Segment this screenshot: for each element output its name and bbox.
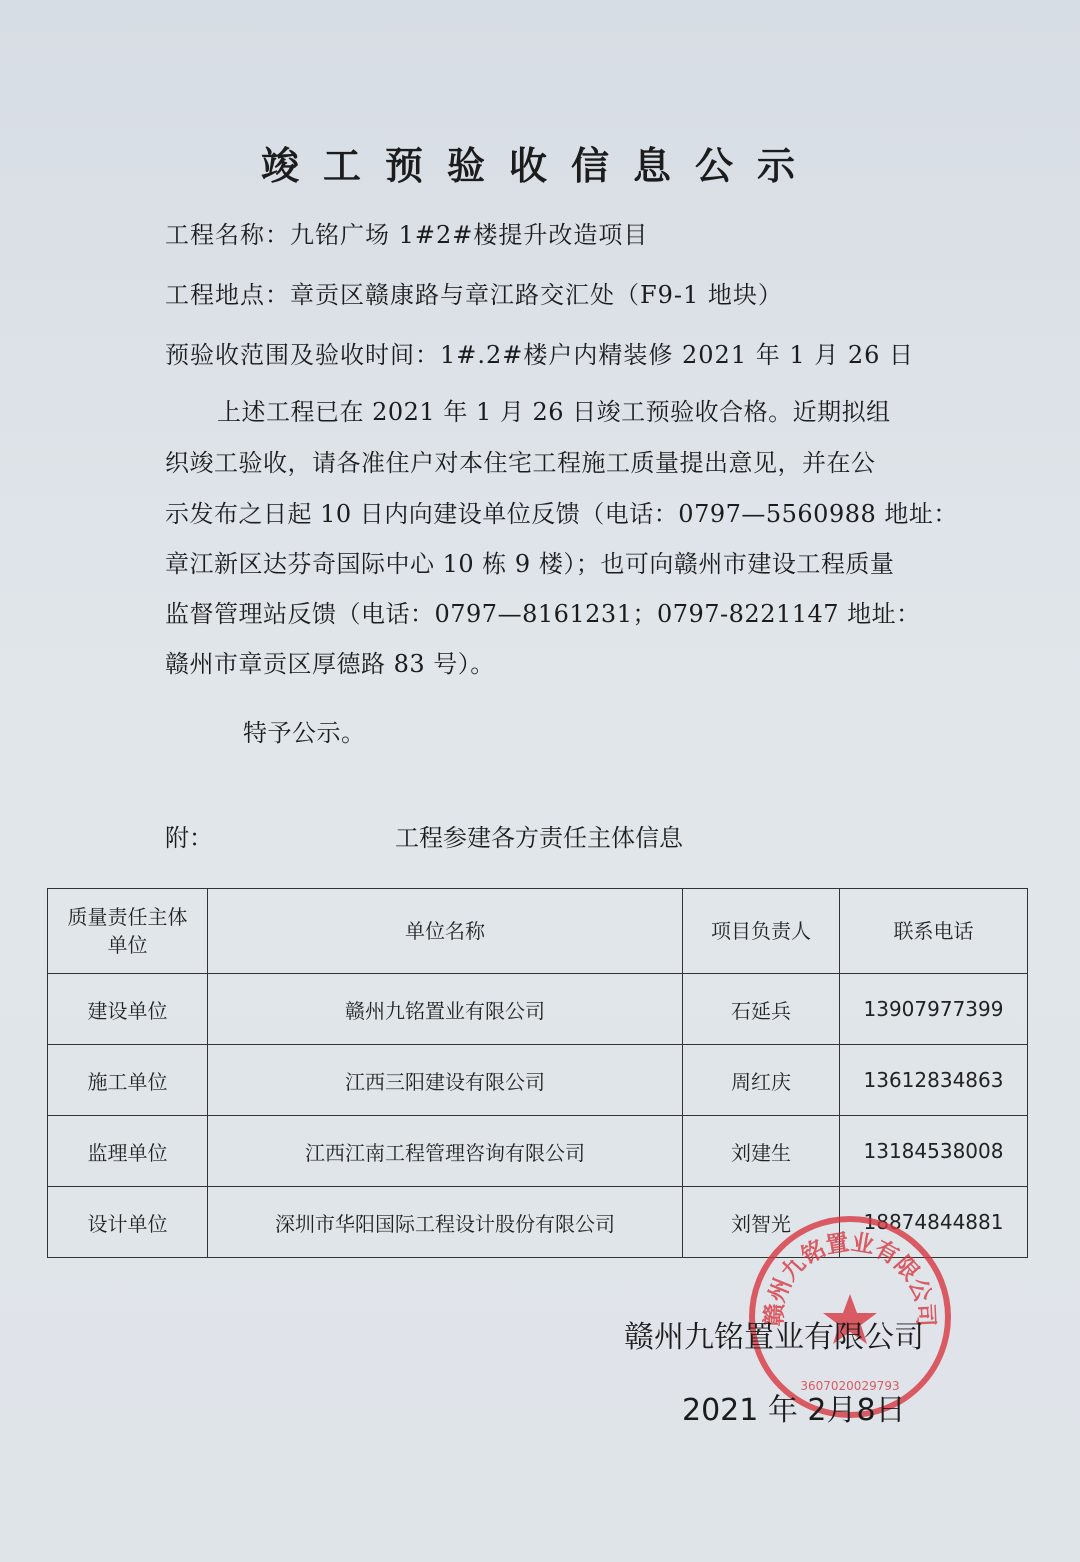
table-row: [48, 1116, 1028, 1187]
body-line-3: 示发布之日起 10 日内向建设单位反馈（电话：0797—5560988 地址：: [165, 500, 958, 528]
cell-unit-type: 设计单位: [48, 1187, 208, 1258]
cell-leader: 周红庆: [683, 1045, 840, 1116]
body-line-1: 上述工程已在 2021 年 1 月 26 日竣工预验收合格。近期拟组: [217, 398, 891, 426]
cell-unit-type: 施工单位: [48, 1045, 208, 1116]
document-title: 竣工预验收信息公示: [260, 143, 819, 188]
body-line-4: 章江新区达芬奇国际中心 10 栋 9 楼）；也可向赣州市建设工程质量: [165, 550, 895, 578]
body-line-6: 赣州市章贡区厚德路 83 号）。: [165, 650, 495, 678]
responsibility-table: [47, 888, 1028, 1258]
signature-date: 2021 年 2月8日: [682, 1393, 906, 1428]
acceptance-scope-time: 预验收范围及验收时间：1#.2#楼户内精装修 2021 年 1 月 26 日: [165, 341, 915, 369]
cell-leader: 刘智光: [683, 1187, 840, 1258]
project-name: 工程名称：九铭广场 1#2#楼提升改造项目: [165, 221, 649, 249]
cell-unit-name: 深圳市华阳国际工程设计股份有限公司: [208, 1187, 683, 1258]
attachment-label: 附：: [165, 824, 213, 852]
header-project-leader: 项目负责人: [683, 889, 840, 974]
cell-leader: 刘建生: [683, 1116, 840, 1187]
header-unit-name: 单位名称: [208, 889, 683, 974]
cell-unit-type: 建设单位: [48, 974, 208, 1045]
cell-phone: 13184538008: [840, 1116, 1028, 1187]
body-line-5: 监督管理站反馈（电话：0797—8161231；0797-8221147 地址：: [165, 600, 921, 628]
cell-phone: 13612834863: [840, 1045, 1028, 1116]
cell-unit-name: 江西三阳建设有限公司: [208, 1045, 683, 1116]
table-row: [48, 1045, 1028, 1116]
cell-phone: 13907977399: [840, 974, 1028, 1045]
header-phone: 联系电话: [840, 889, 1028, 974]
signature-company: 赣州九铭置业有限公司: [624, 1320, 924, 1355]
attachment-title: 工程参建各方责任主体信息: [395, 824, 683, 852]
header-responsible-unit: 质量责任主体 单位: [48, 889, 208, 974]
notice-closing: 特予公示。: [243, 719, 366, 747]
cell-leader: 石延兵: [683, 974, 840, 1045]
seal-code: 3607020029793: [800, 1379, 900, 1393]
cell-unit-name: 赣州九铭置业有限公司: [208, 974, 683, 1045]
cell-phone: 18874844881: [840, 1187, 1028, 1258]
cell-unit-type: 监理单位: [48, 1116, 208, 1187]
table-row: [48, 974, 1028, 1045]
project-location: 工程地点：章贡区赣康路与章江路交汇处（F9-1 地块）: [165, 281, 783, 309]
cell-unit-name: 江西江南工程管理咨询有限公司: [208, 1116, 683, 1187]
seal-text: 赣州九铭置业有限公司: [761, 1229, 939, 1328]
body-line-2: 织竣工验收，请各准住户对本住宅工程施工质量提出意见，并在公: [165, 449, 876, 477]
table-header-row: [48, 889, 1028, 974]
